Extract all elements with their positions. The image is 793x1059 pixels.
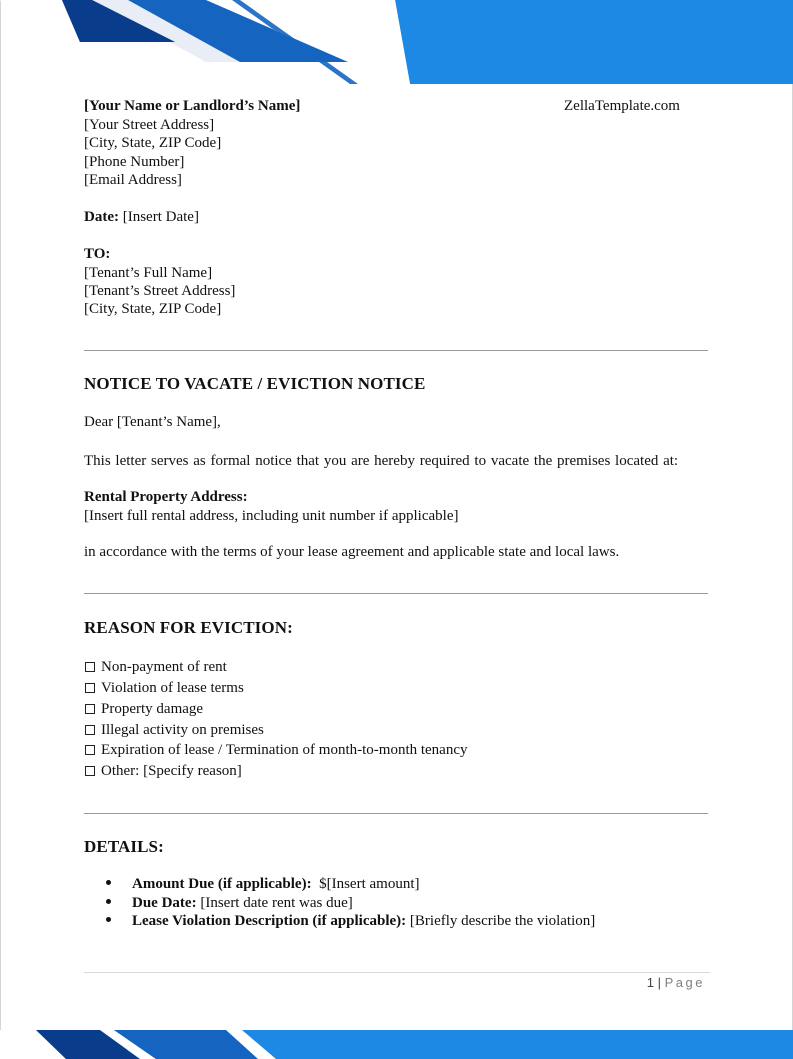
checkbox-icon[interactable] [85, 766, 95, 776]
detail-item [106, 876, 419, 893]
site-name: ZellaTemplate.com [564, 98, 680, 114]
date-value: [Insert Date] [122, 209, 199, 225]
sender-city: [City, State, ZIP Code] [84, 135, 222, 151]
checkbox-icon[interactable] [85, 745, 95, 755]
property-value: [Insert full rental address, including unit number if applicable] [84, 508, 459, 524]
divider [84, 350, 708, 351]
detail-value: [Briefly describe the violation] [409, 913, 596, 929]
divider [84, 813, 708, 814]
reason-item[interactable] [85, 701, 203, 718]
recipient-label: TO: [84, 246, 111, 262]
reasons-title: REASON FOR EVICTION: [84, 618, 293, 637]
detail-label: Due Date: [132, 895, 197, 911]
bullet-icon [106, 880, 111, 885]
checkbox-icon[interactable] [85, 662, 95, 672]
bullet-icon [106, 917, 111, 922]
sender-phone: [Phone Number] [84, 154, 185, 170]
detail-item [106, 913, 595, 930]
property-label: Rental Property Address: [84, 489, 248, 505]
date-label: Date: [84, 209, 119, 225]
intro-text: This letter serves as formal notice that you are hereby required to vacate the premises located at: [84, 453, 679, 469]
footer-divider [84, 972, 710, 973]
detail-value: $[Insert amount] [319, 876, 420, 892]
detail-item [106, 895, 353, 912]
page-number-separator: | [657, 975, 661, 990]
reason-label: Non-payment of rent [101, 659, 227, 675]
page-number-label: Page [664, 975, 705, 990]
detail-label: Amount Due (if applicable): [132, 876, 312, 892]
recipient-name: [Tenant’s Full Name] [84, 265, 213, 281]
reason-item[interactable] [85, 659, 227, 676]
divider [84, 593, 708, 594]
reason-label: Property damage [101, 701, 204, 717]
reason-item[interactable] [85, 722, 264, 739]
page-number-value: 1 [646, 975, 654, 990]
reason-label: Expiration of lease / Termination of month-to-month tenancy [101, 742, 468, 758]
detail-value: [Insert date rent was due] [200, 895, 353, 911]
salutation: Dear [Tenant’s Name], [84, 414, 221, 430]
page-number [647, 975, 705, 990]
notice-title: NOTICE TO VACATE / EVICTION NOTICE [84, 374, 426, 393]
date-line [84, 208, 199, 226]
sender-email: [Email Address] [84, 172, 182, 188]
reason-label: Other: [Specify reason] [101, 763, 242, 779]
recipient-city: [City, State, ZIP Code] [84, 301, 222, 317]
reason-item[interactable] [85, 742, 468, 759]
reason-item[interactable] [85, 680, 244, 697]
reason-item[interactable] [85, 763, 242, 780]
sender-name: [Your Name or Landlord’s Name] [84, 98, 301, 114]
footer-banner [0, 1030, 793, 1059]
checkbox-icon[interactable] [85, 725, 95, 735]
recipient-street: [Tenant’s Street Address] [84, 283, 236, 299]
reason-label: Illegal activity on premises [101, 722, 264, 738]
reason-label: Violation of lease terms [101, 680, 244, 696]
closing-text: in accordance with the terms of your lease agreement and applicable state and local laws. [84, 544, 620, 560]
checkbox-icon[interactable] [85, 704, 95, 714]
checkbox-icon[interactable] [85, 683, 95, 693]
details-title: DETAILS: [84, 837, 164, 856]
header-banner [0, 0, 793, 84]
detail-label: Lease Violation Description (if applicable): [132, 913, 407, 929]
sender-street: [Your Street Address] [84, 117, 215, 133]
bullet-icon [106, 899, 111, 904]
